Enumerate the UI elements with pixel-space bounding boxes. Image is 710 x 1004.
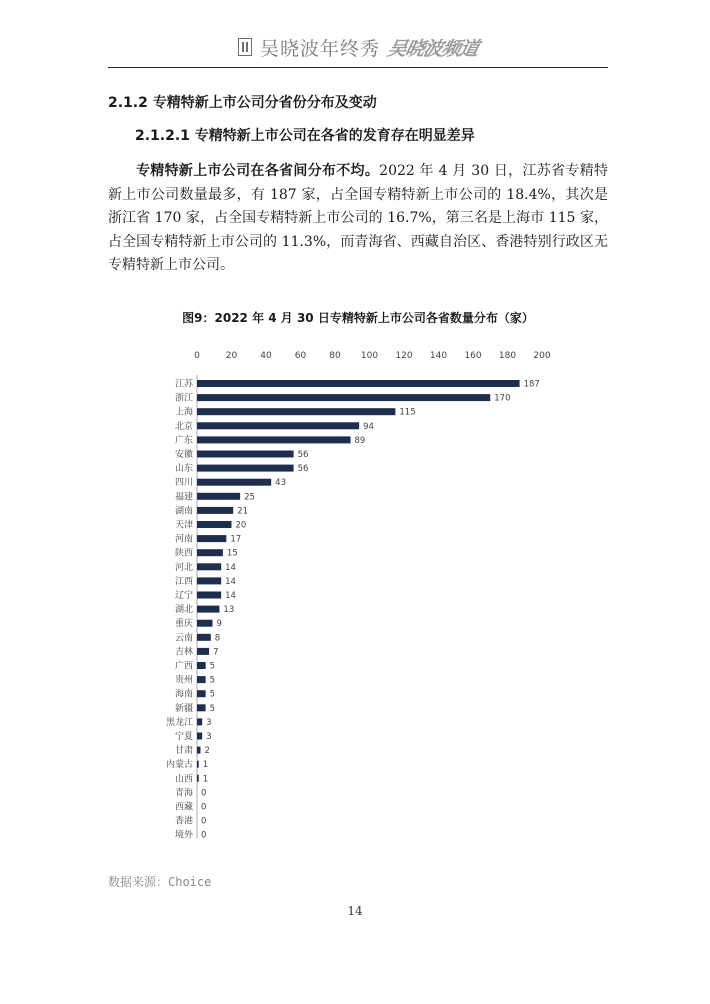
value-label: 187 — [523, 379, 540, 390]
category-label: 江西 — [174, 576, 193, 587]
category-label: 北京 — [174, 421, 193, 432]
page-number: 14 — [347, 904, 363, 918]
category-label: 安徽 — [174, 450, 193, 460]
data-source: 数据来源：Choice — [108, 875, 212, 889]
value-label: 170 — [494, 393, 511, 404]
value-label: 14 — [225, 576, 236, 587]
x-tick-label: 160 — [464, 351, 482, 361]
body-paragraph — [108, 160, 608, 278]
value-label: 5 — [209, 675, 216, 686]
category-label: 山东 — [174, 464, 193, 475]
value-label: 0 — [201, 788, 207, 799]
x-tick-label: 120 — [395, 351, 413, 361]
value-label: 20 — [235, 520, 247, 531]
bar — [197, 747, 200, 754]
value-label: 7 — [213, 647, 219, 658]
category-label: 黑龙江 — [165, 717, 193, 728]
category-label: 辽宁 — [174, 591, 193, 601]
bar — [197, 507, 233, 514]
x-tick-label: 100 — [360, 351, 379, 361]
bar — [197, 592, 221, 599]
logo-icon — [238, 38, 252, 56]
category-label: 甘肃 — [174, 746, 193, 757]
section-heading: 2.1.2 专精特新上市公司分省份分布及变动 — [108, 95, 377, 111]
bar — [197, 479, 271, 486]
category-label: 上海 — [174, 407, 193, 418]
value-label: 3 — [206, 732, 212, 742]
value-label: 5 — [209, 661, 216, 672]
value-label: 3 — [206, 717, 212, 728]
category-label: 青海 — [174, 788, 193, 799]
bar — [197, 620, 213, 627]
subsection-heading: 2.1.2.1 专精特新上市公司在各省的发育存在明显差异 — [135, 128, 475, 144]
x-tick-label: 60 — [294, 351, 307, 361]
value-label: 8 — [214, 633, 221, 644]
category-label: 湖南 — [174, 506, 193, 517]
category-label: 内蒙古 — [165, 760, 193, 771]
category-label: 江苏 — [174, 379, 193, 390]
value-label: 13 — [223, 605, 235, 616]
category-label: 香港 — [174, 816, 193, 827]
bar — [197, 549, 223, 556]
bar — [197, 662, 206, 669]
value-label: 1 — [202, 760, 209, 771]
bar — [197, 690, 206, 697]
bar — [197, 465, 294, 472]
value-label: 25 — [244, 492, 255, 503]
value-label: 115 — [399, 407, 416, 418]
category-label: 宁夏 — [174, 732, 193, 742]
bar — [197, 394, 490, 401]
category-label: 天津 — [174, 520, 193, 531]
value-label: 5 — [209, 703, 216, 714]
bar — [197, 521, 232, 528]
bar — [197, 634, 211, 641]
value-label: 0 — [201, 802, 207, 813]
bar — [197, 733, 202, 740]
value-label: 89 — [354, 435, 366, 446]
x-tick-label: 140 — [429, 351, 448, 361]
category-label: 西藏 — [174, 802, 193, 813]
bar — [197, 408, 395, 415]
value-label: 14 — [225, 562, 236, 573]
category-label: 陕西 — [174, 548, 193, 559]
value-label: 1 — [202, 774, 209, 785]
x-tick-label: 200 — [533, 351, 551, 361]
category-label: 湖北 — [174, 605, 193, 616]
category-label: 贵州 — [174, 675, 193, 686]
bar — [197, 436, 351, 443]
bar — [197, 704, 206, 711]
x-tick-label: 180 — [498, 351, 517, 361]
value-label: 56 — [297, 450, 309, 460]
category-label: 重庆 — [174, 619, 193, 630]
bar — [197, 718, 202, 725]
value-label: 17 — [230, 534, 242, 545]
bar — [197, 422, 359, 429]
value-label: 43 — [275, 478, 287, 489]
category-label: 海南 — [174, 689, 193, 700]
bar — [197, 380, 520, 387]
page-header — [108, 30, 608, 64]
x-tick-label: 0 — [194, 351, 200, 361]
value-label: 94 — [363, 421, 374, 432]
value-label: 0 — [201, 816, 207, 827]
bar — [197, 451, 294, 458]
header-divider — [108, 67, 608, 68]
x-tick-label: 20 — [225, 351, 238, 361]
value-label: 14 — [225, 591, 236, 601]
category-label: 河南 — [174, 534, 193, 545]
x-tick-label: 40 — [260, 351, 272, 361]
category-label: 四川 — [174, 478, 193, 489]
bar — [197, 676, 206, 683]
value-label: 21 — [237, 506, 249, 517]
paragraph-text: 2022 年 4 月 30 日，江苏省专精特新上市公司数量最多，有 187 家，占全国专精特新上市公司的 18.4%，其次是浙江省 170 家，占全国专精特新上市公司的 16.7%，第三名是上海市 115 家，占全国专精特新上市公司的 11.3%，而青海省、西藏自治区、香港特别行政区无专精特新上市公司。 — [108, 163, 608, 273]
bar — [197, 648, 209, 655]
x-tick-label: 80 — [329, 351, 341, 361]
bar — [197, 535, 226, 542]
value-label: 9 — [216, 619, 222, 630]
bar — [197, 606, 219, 613]
category-label: 福建 — [174, 492, 193, 503]
header-title: 吴晓波年终秀 — [259, 37, 380, 60]
value-label: 56 — [297, 464, 309, 475]
category-label: 云南 — [174, 633, 193, 644]
category-label: 山西 — [174, 774, 193, 785]
figure-title: 图9：2022 年 4 月 30 日专精特新上市公司各省数量分布（家） — [182, 311, 534, 325]
bar-chart — [150, 345, 570, 845]
bar — [197, 577, 221, 584]
category-label: 新疆 — [174, 703, 193, 714]
category-label: 广西 — [174, 661, 193, 672]
bar — [197, 493, 240, 500]
category-label: 广东 — [174, 435, 193, 446]
value-label: 15 — [226, 548, 238, 559]
header-signature: 吴晓波频道 — [385, 37, 481, 60]
category-label: 浙江 — [174, 393, 193, 404]
category-label: 河北 — [174, 562, 193, 573]
category-label: 吉林 — [174, 647, 193, 658]
value-label: 5 — [209, 689, 216, 700]
bar — [197, 563, 221, 570]
bar — [197, 761, 199, 768]
category-label: 境外 — [174, 830, 193, 841]
value-label: 0 — [201, 830, 207, 841]
value-label: 2 — [204, 746, 210, 757]
bar — [197, 775, 199, 782]
paragraph-lead: 专精特新上市公司在各省间分布不均。 — [136, 163, 380, 179]
